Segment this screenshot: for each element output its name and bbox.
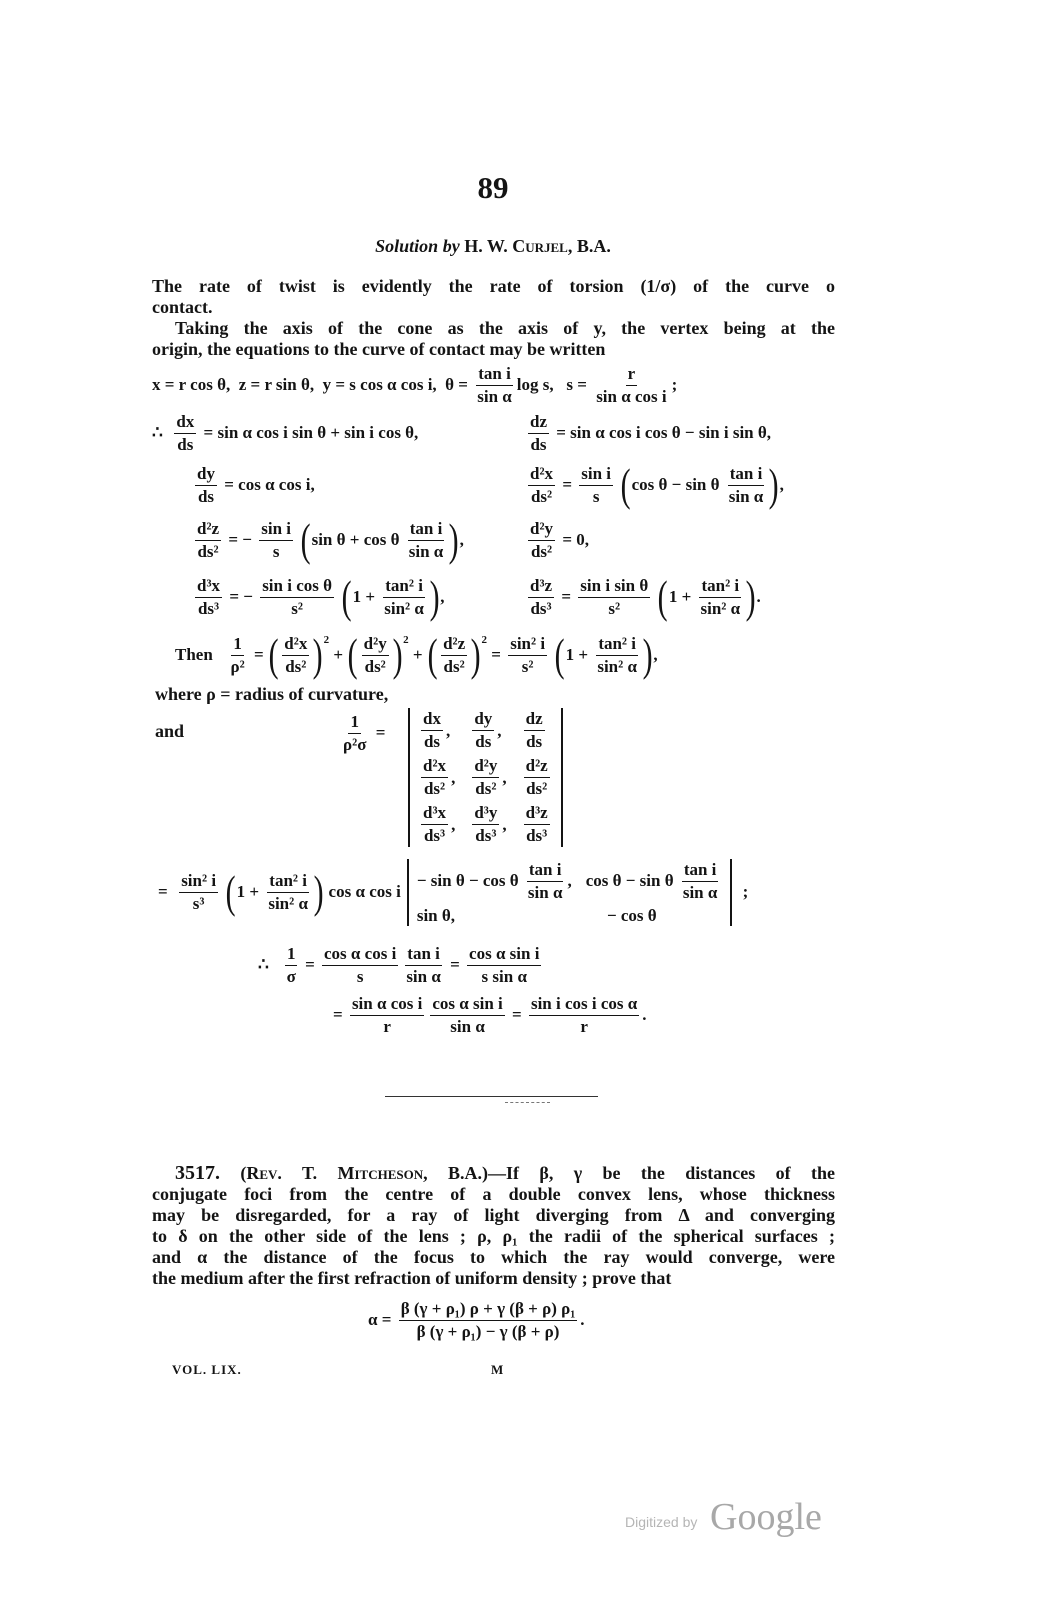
fraction-numerator: 1 [285, 943, 298, 966]
torsion-determinant [402, 708, 569, 847]
fraction-numerator: tan i [405, 943, 442, 966]
determinant-cell [469, 708, 506, 753]
math-text: − cos θ [585, 905, 657, 925]
fraction [260, 575, 334, 620]
fraction-numerator: dx [174, 411, 196, 434]
fraction [421, 708, 443, 753]
google-logo: Google [710, 1496, 822, 1538]
fraction-denominator: ds³ [423, 826, 446, 845]
fraction [282, 633, 309, 678]
math-text: = [445, 955, 465, 974]
math-text: Then [175, 645, 226, 664]
fraction [472, 755, 499, 800]
math-text: = [333, 1005, 347, 1024]
fraction-numerator: cos α cos i [322, 943, 398, 966]
fraction-numerator: d³y [472, 802, 499, 825]
determinant-cell [417, 859, 572, 904]
math-text: = [557, 587, 576, 606]
superscript: 2 [481, 634, 488, 646]
math-text: , [451, 814, 456, 834]
fraction-numerator: tan i [527, 859, 564, 882]
fraction [421, 802, 448, 847]
intro-line: origin, the equations to the curve of contact may be written [152, 339, 606, 359]
fraction-numerator: sin² i [508, 633, 547, 656]
fraction-denominator: ds [197, 486, 215, 506]
fraction-denominator: s² [521, 656, 534, 676]
torsion-lhs [338, 709, 385, 757]
math-text: = [507, 1005, 526, 1024]
fraction [578, 575, 650, 620]
fraction-numerator: tan i [476, 363, 513, 386]
math-text: 1 + [352, 587, 380, 606]
math-text: sin θ, [416, 905, 456, 925]
fraction [528, 411, 549, 456]
math-text: = [487, 645, 506, 664]
equation-left [152, 411, 418, 456]
fraction-denominator: sin² α [384, 598, 424, 618]
fraction [595, 633, 639, 678]
fraction [404, 943, 443, 988]
math-text: α = [368, 1310, 396, 1329]
fraction [341, 711, 368, 756]
problem-line: and α the distance of the focus to which the ray would converge, were [152, 1247, 835, 1267]
fraction [266, 870, 310, 915]
math-text: 1 + [668, 587, 696, 606]
fraction [362, 633, 389, 678]
fraction-numerator: d²y [472, 755, 499, 778]
math-text: ∴ [152, 423, 172, 442]
math-text: , [497, 720, 502, 740]
math-text: , [779, 475, 784, 494]
fraction-numerator: tan² i [596, 633, 638, 656]
fraction-denominator: ds [530, 434, 547, 454]
fraction-denominator: sin² α [597, 656, 637, 676]
fraction [681, 859, 720, 904]
equation-left [192, 463, 315, 508]
math-text: = [300, 955, 320, 974]
math-text: = [249, 645, 268, 664]
math-text: . [580, 1310, 585, 1329]
parenthesis: ) [642, 629, 653, 680]
equation-parametric [152, 361, 677, 409]
determinant-cell [418, 755, 455, 800]
math-text: , [653, 645, 658, 664]
fraction-numerator: d²x [421, 755, 448, 778]
fraction-denominator: ds³ [530, 598, 552, 618]
fraction-numerator: sin i [259, 518, 293, 541]
equation-left [368, 1298, 585, 1343]
fraction-denominator: s³ [192, 893, 205, 913]
page-number: 89 [477, 170, 509, 205]
fraction-numerator: cos α sin i [430, 993, 504, 1016]
equation-dy-d2x [192, 459, 784, 510]
fraction-denominator: s [272, 541, 280, 561]
fraction-denominator: r [383, 1016, 391, 1036]
fraction-numerator: dz [528, 411, 549, 434]
math-text: cos α cos i [324, 882, 401, 901]
fraction [322, 943, 398, 988]
math-text: , [567, 871, 572, 890]
fraction-numerator: d³x [421, 802, 448, 825]
fraction-denominator: ρ²σ [343, 734, 367, 754]
fraction-numerator: d²z [441, 633, 467, 656]
fraction-numerator: sin² i [179, 870, 218, 893]
parenthesis: ( [555, 629, 565, 680]
fraction [526, 859, 565, 904]
equation-left [402, 708, 569, 847]
determinant-cell [418, 708, 455, 753]
equation-torsion-result [333, 991, 647, 1039]
fraction-numerator: tan i [728, 463, 765, 486]
fraction [528, 575, 554, 620]
fraction [195, 463, 217, 508]
fraction-denominator: ds² [364, 656, 386, 676]
parenthesis: ) [429, 571, 440, 622]
solution-heading [0, 236, 986, 257]
fraction-numerator: tan² i [267, 870, 309, 893]
problem-line: the medium after the first refraction of uniform density ; prove that [152, 1268, 672, 1288]
fraction [421, 755, 448, 800]
parenthesis: ) [448, 514, 459, 565]
math-text: . [642, 1005, 647, 1024]
fraction-numerator: 1 [231, 633, 244, 656]
fraction-numerator: d³z [524, 802, 550, 825]
fraction-denominator: s² [608, 598, 621, 618]
fraction-numerator: sin i cos i cos α [529, 993, 639, 1016]
math-text: = sin α cos i sin θ + sin i cos θ, [199, 423, 419, 442]
intro-line: contact. [152, 297, 213, 317]
solution-author: H. W. Curjel, B.A. [464, 236, 611, 256]
math-text: , [502, 767, 507, 787]
determinant-cell [586, 906, 723, 926]
fraction-numerator: d²x [528, 463, 555, 486]
problem-line: may be disregarded, for a ray of light diverging from Δ and converging [152, 1205, 835, 1225]
fraction [195, 518, 221, 563]
fraction [472, 802, 499, 847]
fraction [594, 363, 668, 408]
equation-torsion [258, 941, 544, 989]
fraction-denominator: ds² [285, 656, 307, 676]
fraction [399, 1298, 578, 1343]
fraction [528, 463, 555, 508]
problem-line: to δ on the other side of the lens ; ρ, ρ₁ the radii of the spherical surfaces ; [152, 1226, 835, 1246]
equation-right [525, 571, 761, 622]
intro-line: Taking the axis of the cone as the axis of y, the vertex being at the [175, 318, 835, 338]
math-text: 1 + [565, 645, 593, 664]
fraction-denominator: ds [423, 732, 441, 751]
fraction-denominator: ds² [530, 541, 553, 561]
determinant-cell [521, 708, 553, 753]
equation-left [338, 711, 385, 756]
fraction-denominator: sin α [477, 386, 512, 406]
math-text: ; [671, 375, 678, 394]
fraction [524, 708, 545, 753]
parenthesis: ( [427, 629, 438, 680]
parenthesis: ) [392, 629, 403, 680]
math-text: cos θ − sin θ [631, 475, 724, 494]
fraction-numerator: dx [421, 708, 443, 731]
watermark-prefix: Digitized by [625, 1514, 698, 1530]
math-text: = [371, 723, 386, 742]
superscript: 2 [403, 634, 409, 646]
fraction [579, 463, 613, 508]
determinant-cell [586, 859, 723, 904]
fraction-numerator: d²z [524, 755, 550, 778]
fraction-denominator: σ [286, 966, 296, 986]
fraction [727, 463, 766, 508]
fraction [508, 633, 547, 678]
fraction [179, 870, 218, 915]
fraction [529, 993, 639, 1038]
where-line: where ρ = radius of curvature, [155, 684, 389, 704]
equation-right [525, 518, 589, 563]
fraction [350, 993, 424, 1038]
fraction-numerator: d²y [528, 518, 555, 541]
fraction-numerator: sin i cos θ [260, 575, 334, 598]
determinant-cell [418, 802, 455, 847]
fraction-numerator: 1 [348, 711, 361, 734]
fraction-denominator: ds² [197, 541, 219, 561]
parenthesis: ( [348, 629, 358, 680]
math-text: , [440, 587, 445, 606]
fraction [524, 802, 550, 847]
determinant-cell [469, 802, 506, 847]
parenthesis: ( [300, 514, 311, 565]
fraction-numerator: d²y [362, 633, 389, 656]
fraction [382, 575, 426, 620]
fraction-numerator: d³z [528, 575, 554, 598]
fraction-denominator: s [356, 966, 364, 986]
parenthesis: ) [313, 866, 324, 917]
math-text: , [451, 767, 456, 787]
fraction-denominator: sin α cos i [596, 386, 667, 406]
determinant [408, 708, 563, 847]
parenthesis: ( [225, 866, 236, 917]
fraction-denominator: sin α [406, 966, 441, 986]
fraction-denominator: s² [291, 598, 303, 618]
fraction-denominator: ds³ [197, 598, 220, 618]
fraction-denominator: ds [526, 732, 543, 751]
parenthesis: ) [745, 571, 756, 622]
fraction-numerator: d³x [195, 575, 222, 598]
fraction [528, 518, 555, 563]
math-text [337, 587, 341, 607]
fraction-numerator: dy [195, 463, 217, 486]
fraction-numerator: tan² i [383, 575, 425, 598]
fraction-denominator: s sin α [481, 966, 527, 986]
fraction [475, 363, 514, 408]
math-text: = [558, 475, 577, 494]
equation-right [525, 411, 771, 456]
math-text: log s, s = [516, 375, 592, 394]
math-text: ; [738, 882, 749, 901]
math-text: sin θ + cos θ [311, 530, 404, 549]
equation-first-derivatives [152, 409, 772, 457]
equation-left [175, 629, 658, 680]
determinant-cell [521, 755, 553, 800]
fraction-denominator: sin α [728, 486, 764, 506]
math-text: ∴ [258, 955, 282, 974]
fraction-denominator: ds³ [475, 826, 497, 845]
problem-text: —If β, γ be the distances of the [488, 1163, 836, 1183]
fraction-denominator: ds [177, 434, 194, 454]
fraction-denominator: sin² α [700, 598, 741, 618]
parenthesis: ) [313, 629, 323, 680]
fraction-numerator: tan² i [699, 575, 741, 598]
fraction [259, 518, 293, 563]
math-text: = [158, 882, 177, 901]
fraction-denominator: sin α [527, 882, 563, 902]
math-text: cos θ − sin θ [585, 871, 678, 890]
fraction [524, 755, 550, 800]
fraction-denominator: ds² [443, 656, 465, 676]
fraction-numerator: sin α cos i [350, 993, 424, 1016]
fraction [441, 633, 467, 678]
math-text [616, 475, 620, 495]
math-text: x = r cos θ, z = r sin θ, y = s cos α cos i, θ = [152, 375, 473, 394]
determinant-cell [417, 906, 572, 926]
parenthesis: ( [658, 571, 669, 622]
equation-determinant-expanded [158, 852, 748, 932]
math-text: = sin α cos i cos θ − sin i sin θ, [552, 423, 772, 442]
math-text: = − [224, 530, 257, 549]
fraction-denominator: s [592, 486, 600, 506]
fraction [472, 708, 494, 753]
math-text: , [459, 530, 473, 549]
determinant-cell [469, 755, 506, 800]
fraction [229, 633, 247, 678]
superscript: 2 [323, 634, 330, 646]
math-text: + [408, 645, 427, 664]
parenthesis: ( [268, 629, 279, 680]
fraction-denominator: sin² α [268, 893, 308, 913]
equation-right [525, 459, 784, 510]
math-text: = − [225, 587, 258, 606]
math-text [296, 530, 300, 550]
math-text [221, 882, 225, 902]
determinant [407, 859, 733, 926]
fraction-denominator: ds² [475, 779, 497, 798]
determinant-cell [521, 802, 553, 847]
math-text: , [445, 720, 451, 740]
math-text: = 0, [558, 530, 589, 549]
equation-left [258, 943, 544, 988]
math-text: , [502, 814, 507, 834]
problem-author: (Rev. T. Mitcheson, B.A.) [240, 1163, 489, 1183]
equation-d2z-d2y [192, 514, 589, 565]
math-text: + [329, 645, 348, 664]
fraction [699, 575, 743, 620]
fraction [467, 943, 541, 988]
equation-left [192, 571, 445, 622]
parenthesis: ) [470, 629, 481, 680]
signature-mark: M [491, 1362, 505, 1377]
equation-left [192, 514, 473, 565]
problem-formula [368, 1296, 585, 1344]
fraction-numerator: tan i [682, 859, 719, 882]
fraction-denominator: ρ² [230, 656, 245, 676]
fraction-denominator: sin α [450, 1016, 485, 1036]
fraction-denominator: r [580, 1016, 588, 1036]
problem-number: 3517. [175, 1162, 220, 1184]
equation-curvature [175, 631, 658, 679]
fraction-numerator: dz [524, 708, 545, 731]
volume-label: VOL. LIX. [172, 1362, 242, 1377]
fraction-denominator: sin α [682, 882, 718, 902]
fraction [407, 518, 446, 563]
parenthesis: ( [620, 459, 631, 510]
solution-prefix: Solution by [375, 236, 460, 256]
section-divider-dash [505, 1102, 550, 1103]
fraction-numerator: cos α sin i [467, 943, 541, 966]
fraction-numerator: r [626, 363, 638, 386]
fraction-numerator: sin i [579, 463, 613, 486]
math-text: = cos α cos i, [219, 475, 315, 494]
equation-third-derivatives [192, 571, 761, 622]
equation-left [152, 363, 677, 408]
section-divider [385, 1096, 598, 1097]
fraction-numerator: tan i [408, 518, 445, 541]
problem-first-line [175, 1163, 835, 1184]
math-text: . [756, 587, 761, 606]
fraction-denominator: ds² [423, 779, 446, 798]
math-text: 1 + [236, 882, 264, 901]
fraction-denominator: ds [475, 732, 492, 751]
fraction-numerator: d²x [282, 633, 309, 656]
fraction [195, 575, 222, 620]
fraction-denominator: ds² [530, 486, 553, 506]
fraction [174, 411, 196, 456]
fraction [430, 993, 504, 1038]
equation-left [333, 993, 647, 1038]
math-text: − sin θ − cos θ [416, 871, 523, 890]
fraction-numerator: β (γ + ρ₁) ρ + γ (β + ρ) ρ₁ [399, 1298, 578, 1321]
fraction-numerator: dy [472, 708, 494, 731]
intro-line: The rate of twist is evidently the rate of torsion (1/σ) of the curve o [152, 276, 835, 296]
fraction-numerator: d²z [195, 518, 221, 541]
parenthesis: ) [768, 459, 779, 510]
fraction-denominator: β (γ + ρ₁) − γ (β + ρ) [416, 1321, 560, 1341]
fraction [285, 943, 298, 988]
and-label: and [155, 721, 185, 741]
fraction-denominator: ds³ [526, 826, 548, 845]
fraction-denominator: sin α [408, 541, 444, 561]
fraction-denominator: ds² [526, 779, 548, 798]
problem-line: conjugate foci from the centre of a double convex lens, whose thickness [152, 1184, 835, 1204]
equation-left [158, 859, 748, 926]
fraction-numerator: sin i sin θ [578, 575, 650, 598]
parenthesis: ( [341, 571, 352, 622]
